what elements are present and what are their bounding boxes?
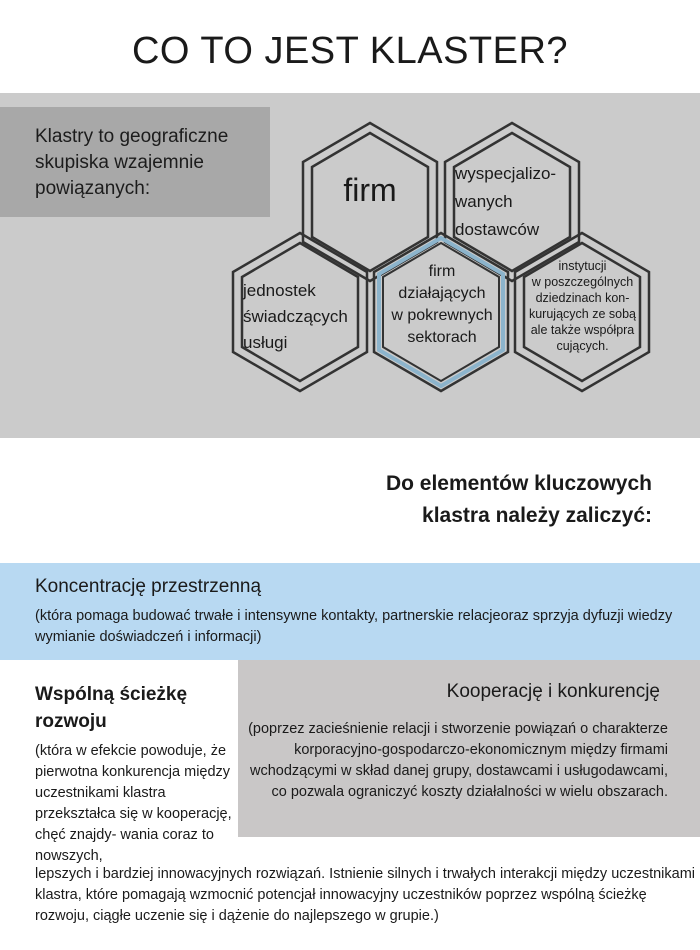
intro-text: Klastry to geograficzne skupiska wzajemnie powiązanych: [35,126,229,199]
concentration-title: Koncentrację przestrzenną [35,576,262,597]
hex-label-institutions-line: instytucji [558,259,607,273]
hex-label-service-units-line: świadczących [243,307,348,326]
hex-label-firms: firm [343,172,397,208]
hex-label-institutions-line: ale także współpra [530,323,635,337]
development-path-description-continued: lepszych i bardziej innowacyjnych rozwiązań. Istnienie silnych i trwałych interakcji między uczestnikami klastra, które pomagają wzmocnić potencjał innowacyjny uczestników poprzez wspólną ścieżkę rozwoju, ciągłe uczenie się i dążenie do najlepszego w grupie.) [35,866,696,924]
hex-label-institutions-line: cujących. [556,339,609,353]
hex-label-service-units-line: jednostek [243,281,316,300]
hex-label-suppliers-line: dostawców [455,220,540,239]
hex-label-suppliers [455,160,575,244]
hex-label-related-firms-line: w pokrewnych [391,307,493,324]
hex-label-institutions-line: w poszczególnych [531,275,634,289]
cooperation-description: (poprzez zacieśnienie relacji i stworzenie powiązań o charakterze korporacyjno-gospodarczo-ekonomicznym między firmami wchodzącymi w skład danej grupy, dostawcami i usługodawcami, co pozwala ograniczyć koszty działalności w wielu obszarach. [248,721,668,800]
hex-label-suppliers-line: wanych [455,192,513,211]
key-elements-heading-line: klastra należy zaliczyć: [422,504,652,527]
hex-label-institutions-line: kurujących ze sobą [528,307,636,321]
hex-label-related-firms-line: działających [398,285,486,302]
development-path-description: (która w efekcie powoduje, że pierwotna konkurencja między uczestnikami klastra przekształca się w kooperację, chęć znajdy- wania coraz to nowszych, [35,743,232,864]
hex-label-service-units [243,278,368,356]
hex-label-institutions [515,258,650,354]
hex-label-service-units-line: usługi [243,333,288,352]
hex-label-related-firms [380,261,504,349]
concentration-description: (która pomaga budować trwałe i intensywne kontakty, partnerskie relacjeoraz sprzyja dyfuzji wiedzy wymianie doświadczeń i informacji) [35,608,673,645]
development-path-title: Wspólną ścieżkę rozwoju [35,684,188,732]
hex-label-related-firms-line: sektorach [407,329,477,346]
hex-label-related-firms-line: firm [428,263,456,280]
key-elements-heading-line: Do elementów kluczowych [385,472,652,495]
key-elements-heading [132,468,652,532]
page-title: CO TO JEST KLASTER? [131,30,569,72]
hex-label-institutions-line: dziedzinach kon- [535,291,630,305]
cooperation-title: Kooperację i konkurencję [446,681,660,702]
hex-label-suppliers-line: wyspecjalizo- [455,164,557,183]
